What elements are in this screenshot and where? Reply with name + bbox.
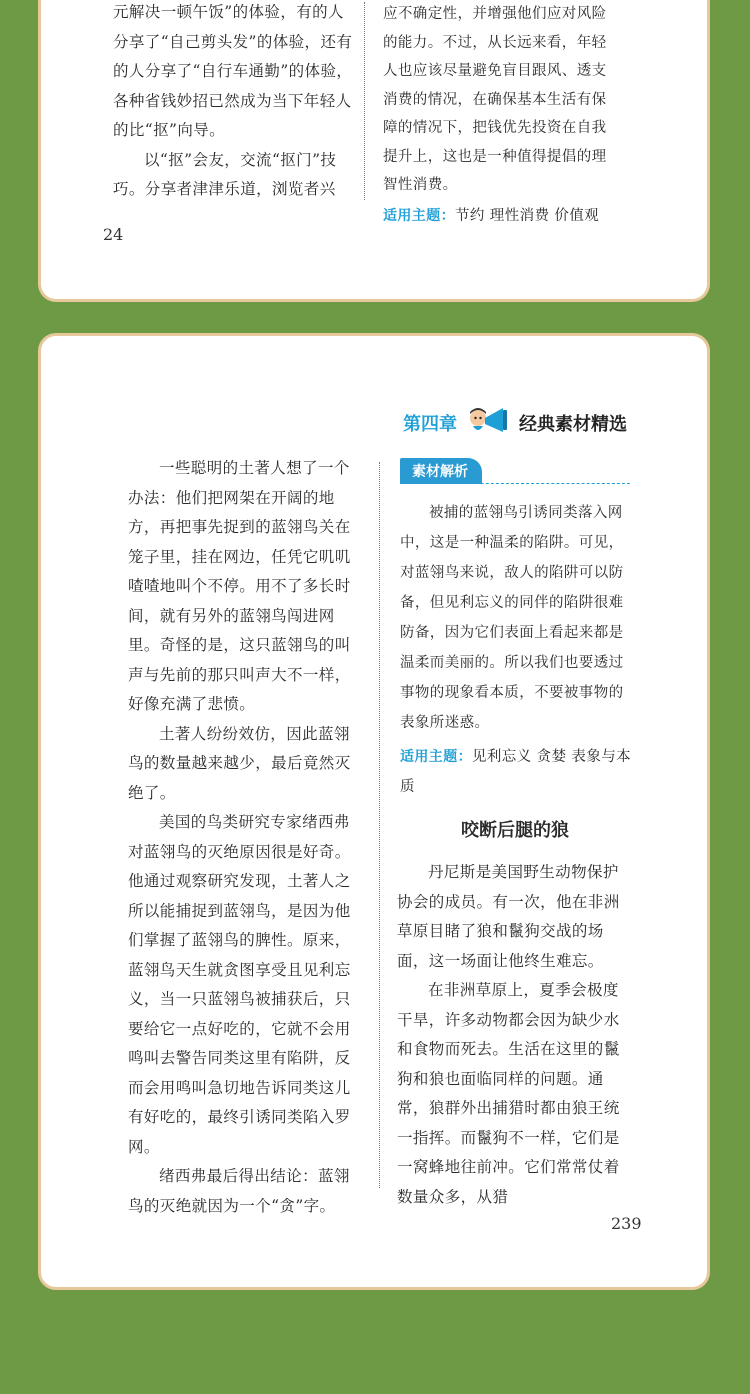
analysis-tag-label: 素材解析: [400, 458, 482, 484]
bottom-left-paragraph-3: 美国的鸟类研究专家绪西弗对蓝翎鸟的灭绝原因很是好奇。他通过观察研究发现，土著人之所以能捕捉到蓝翎鸟，是因为他们掌握了蓝翎鸟的脾性。原来，蓝翎鸟天生就贪图享受且见利忘义，当一只蓝翎鸟被捕获后，只要给它一点好吃的，它就不会用鸣叫去警告同类这里有陷阱，反而会用鸣叫急切地告诉同类这儿有好吃的，最终引诱同类陷入罗网。: [128, 813, 351, 1156]
chapter-number: 第四章: [403, 414, 457, 435]
analysis-column: [400, 498, 632, 802]
top-right-paragraph: 应不确定性，并增强他们应对风险的能力。不过，从长远来看，年轻人也应该尽量避免盲目跟风、透支消费的情况，在确保基本生活有保障的情况下，把钱优先投资在自我提升上，这也是一种值得提倡的理智性消费。: [383, 6, 607, 193]
bottom-page-card: [38, 333, 710, 1290]
top-left-column: [113, 0, 353, 205]
bottom-left-column: [128, 454, 360, 1221]
bottom-topic-label: 适用主题：: [400, 749, 472, 765]
top-right-column: [383, 0, 617, 230]
top-topic-label: 适用主题：: [383, 207, 455, 224]
top-topic-text: 节约 理性消费 价值观: [455, 207, 600, 224]
bottom-column-divider: [379, 462, 380, 1188]
top-column-divider: [364, 2, 365, 200]
top-left-paragraph-2: 以“抠”会友，交流“抠门”技巧。分享者津津乐道，浏览者兴: [113, 150, 337, 198]
bottom-left-paragraph-1: 一些聪明的土著人想了一个办法：他们把网架在开阔的地方，再把事先捉到的蓝翎鸟关在笼子里，挂在网边，任凭它叽叽喳喳地叫个不停。用不了多长时间，就有另外的蓝翎鸟闯进网里。奇怪的是，这只蓝翎鸟的叫声与先前的那只叫声大不一样，好像充满了悲愤。: [128, 459, 351, 713]
story-paragraph-2: 在非洲草原上，夏季会极度干旱，许多动物都会因为缺少水和食物而死去。生活在这里的鬣狗和狼也面临同样的问题。通常，狼群外出捕猎时都由狼王统一指挥。而鬣狗不一样，它们是一窝蜂地往前冲。它们常常仗着数量众多，从猎: [397, 981, 620, 1206]
story-column: [397, 858, 633, 1212]
top-topic-line: [383, 202, 617, 231]
chapter-title: 经典素材精选: [519, 414, 627, 435]
bottom-left-paragraph-2: 土著人纷纷效仿，因此蓝翎鸟的数量越来越少，最后竟然灭绝了。: [128, 724, 351, 802]
top-page-number: 24: [103, 225, 124, 244]
story-paragraph-1: 丹尼斯是美国野生动物保护协会的成员。有一次，他在非洲草原目睹了狼和鬣狗交战的场面，这一场面让他终生难忘。: [397, 863, 620, 970]
analysis-tag: [400, 458, 630, 484]
analysis-paragraph: 被捕的蓝翎鸟引诱同类落入网中，这是一种温柔的陷阱。可见，对蓝翎鸟来说，敌人的陷阱可以防备，但见利忘义的同伴的陷阱很难防备，因为它们表面上看起来都是温柔而美丽的。所以我们也要透过事物的现象看本质，不要被事物的表象所迷惑。: [400, 505, 624, 731]
top-page-card: [38, 0, 710, 302]
bottom-page-number: 239: [611, 1214, 642, 1233]
bottom-topic-line: [400, 742, 632, 802]
bottom-left-paragraph-4: 绪西弗最后得出结论：蓝翎鸟的灭绝就因为一个“贪”字。: [128, 1167, 350, 1215]
bottom-topic-text: 见利忘义 贪婪 表象与本质: [400, 749, 632, 795]
story-title: 咬断后腿的狼: [461, 820, 569, 841]
chapter-header: [403, 404, 627, 442]
megaphone-icon: [467, 404, 509, 442]
top-left-paragraph-1: 元解决一顿午饭”的体验，有的人分享了“自己剪头发”的体验，还有的人分享了“自行车通勤”的体验，各种省钱妙招已然成为当下年轻人的比“抠”向导。: [113, 3, 353, 139]
